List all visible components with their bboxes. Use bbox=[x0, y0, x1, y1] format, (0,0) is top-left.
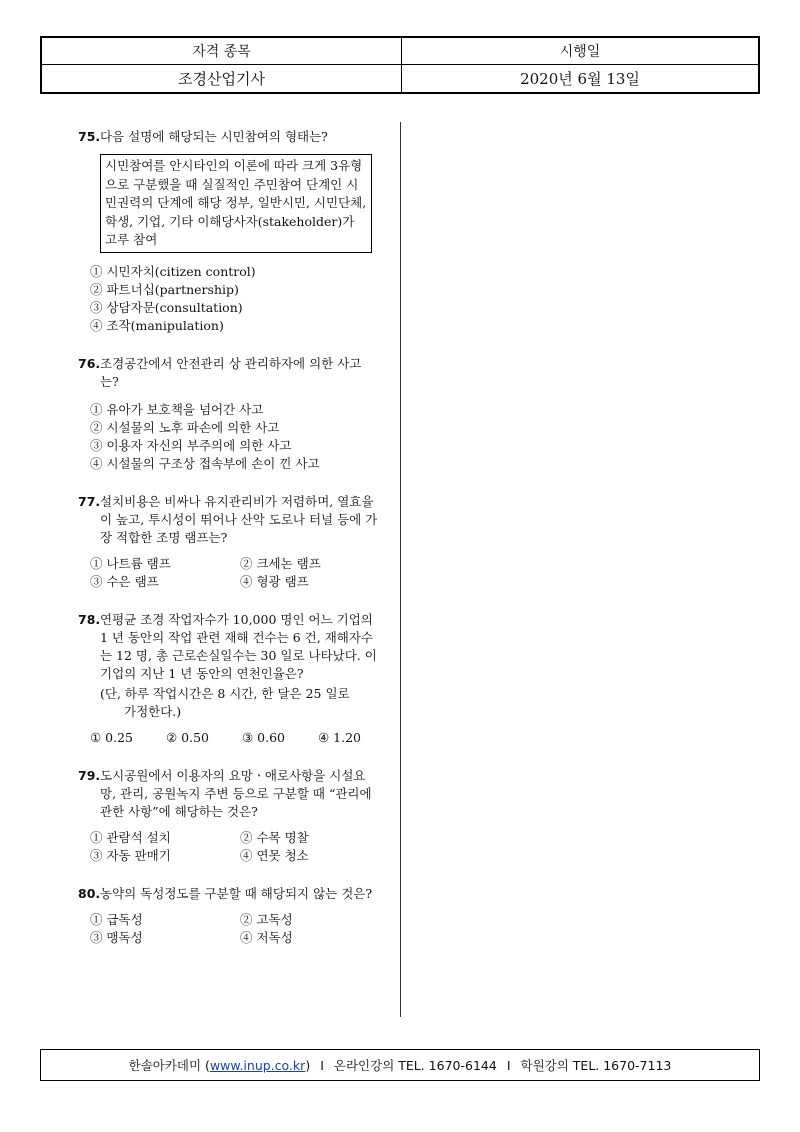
question-76 bbox=[78, 355, 378, 473]
header-label-subject: 자격 종목 bbox=[42, 38, 402, 65]
question-text: 조경공간에서 안전관리 상 관리하자에 의한 사고는? bbox=[100, 355, 362, 389]
question-number: 77. bbox=[78, 493, 101, 509]
question-text: 설치비용은 비싸나 유지관리비가 저렴하며, 열효율이 높고, 투시성이 뛰어나 산악 도로나 터널 등에 가장 적합한 조명 램프는? bbox=[100, 493, 378, 545]
option-4[interactable]: ④ 1.20 bbox=[318, 729, 362, 745]
header-date-value: 2020년 6월 13일 bbox=[520, 70, 640, 88]
option-1[interactable]: ① 급독성 bbox=[90, 911, 143, 927]
option-3[interactable]: ③ 맹독성 bbox=[90, 929, 143, 945]
question-text: 도시공원에서 이용자의 요망ㆍ애로사항을 시설요망, 관리, 공원녹지 주변 등으로 구분할 때 “관리에 관한 사항”에 해당하는 것은? bbox=[100, 767, 372, 819]
option-2[interactable]: ② 고독성 bbox=[240, 911, 293, 927]
footer-separator: I bbox=[506, 1057, 511, 1073]
note-line-1: (단, 하루 작업시간은 8 시간, 한 달은 25 일로 bbox=[100, 685, 350, 701]
question-text: 연평균 조경 작업자수가 10,000 명인 어느 기업의 1 년 동안의 작업 관련 재해 건수는 6 건, 재해자수는 12 명, 총 근로손실일수는 30 일로 나타났다. 이 기업의 지난 1 년 동안의 연천인율은? bbox=[100, 611, 377, 681]
option-2[interactable]: ② 크세논 램프 bbox=[240, 555, 321, 571]
question-text: 다음 설명에 해당되는 시민참여의 형태는? bbox=[100, 129, 328, 144]
option-4[interactable]: ④ 조작(manipulation) bbox=[90, 317, 224, 333]
options-list bbox=[90, 401, 378, 473]
option-1[interactable]: ① 유아가 보호책을 넘어간 사고 bbox=[90, 401, 264, 417]
option-1[interactable]: ① 관람석 설치 bbox=[90, 829, 171, 845]
option-2[interactable]: ② 시설물의 노후 파손에 의한 사고 bbox=[90, 419, 280, 435]
question-77 bbox=[78, 493, 378, 591]
header-label-date: 시행일 bbox=[402, 38, 758, 65]
question-note bbox=[100, 685, 378, 721]
footer-academy: 한솔아카데미 ( bbox=[128, 1058, 210, 1073]
question-box-text: 시민참여를 안시타인의 이론에 따라 크게 3유형으로 구분했을 때 실질적인 주민참여 단계인 시민권력의 단계에 해당 정부, 일반시민, 시민단체, 학생, 기업, 기타 이해당사자(stakeholder)가 고루 참여 bbox=[100, 154, 372, 253]
column-divider bbox=[400, 122, 401, 1017]
footer-website-link[interactable]: www.inup.co.kr bbox=[209, 1057, 306, 1073]
question-78 bbox=[78, 611, 378, 747]
note-line-2: 가정한다.) bbox=[124, 703, 182, 719]
options-grid bbox=[90, 555, 378, 591]
question-text: 농약의 독성정도를 구분할 때 해당되지 않는 것은? bbox=[100, 885, 373, 901]
options-grid bbox=[90, 829, 378, 865]
question-79 bbox=[78, 767, 378, 865]
footer-close-paren: ) bbox=[305, 1057, 311, 1073]
options-row bbox=[90, 729, 378, 747]
option-4[interactable]: ④ 저독성 bbox=[240, 929, 293, 945]
option-3[interactable]: ③ 이용자 자신의 부주의에 의한 사고 bbox=[90, 437, 292, 453]
question-number: 76. bbox=[78, 355, 101, 371]
question-number: 75. bbox=[78, 129, 101, 144]
footer-offline-tel: 학원강의 TEL. 1670-7113 bbox=[520, 1058, 672, 1073]
option-2[interactable]: ② 수목 명찰 bbox=[240, 829, 309, 845]
option-2[interactable]: ② 파트너십(partnership) bbox=[90, 281, 239, 297]
options-list bbox=[90, 263, 378, 335]
option-1[interactable]: ① 나트륨 램프 bbox=[90, 555, 171, 571]
footer-online-tel: 온라인강의 TEL. 1670-6144 bbox=[333, 1058, 497, 1073]
option-3[interactable]: ③ 수은 램프 bbox=[90, 573, 159, 589]
option-1[interactable]: ① 0.25 bbox=[90, 729, 134, 745]
options-grid bbox=[90, 911, 378, 947]
question-number: 79. bbox=[78, 767, 101, 783]
header-subject-value: 조경산업기사 bbox=[42, 65, 402, 92]
option-1[interactable]: ① 시민자치(citizen control) bbox=[90, 263, 256, 279]
page-footer bbox=[40, 1049, 760, 1081]
question-number: 78. bbox=[78, 611, 101, 627]
option-2[interactable]: ② 0.50 bbox=[166, 729, 210, 745]
option-4[interactable]: ④ 연못 청소 bbox=[240, 847, 309, 863]
question-75 bbox=[78, 128, 378, 335]
option-3[interactable]: ③ 자동 판매기 bbox=[90, 847, 171, 863]
question-80 bbox=[78, 885, 378, 947]
footer-separator: I bbox=[320, 1057, 324, 1073]
option-3[interactable]: ③ 0.60 bbox=[242, 729, 286, 745]
questions-column bbox=[78, 128, 378, 967]
option-4[interactable]: ④ 시설물의 구조상 접속부에 손이 낀 사고 bbox=[90, 455, 320, 471]
question-number: 80. bbox=[78, 885, 101, 901]
option-3[interactable]: ③ 상담자문(consultation) bbox=[90, 299, 243, 315]
option-4[interactable]: ④ 형광 램프 bbox=[240, 573, 309, 589]
exam-header-table bbox=[40, 36, 760, 94]
